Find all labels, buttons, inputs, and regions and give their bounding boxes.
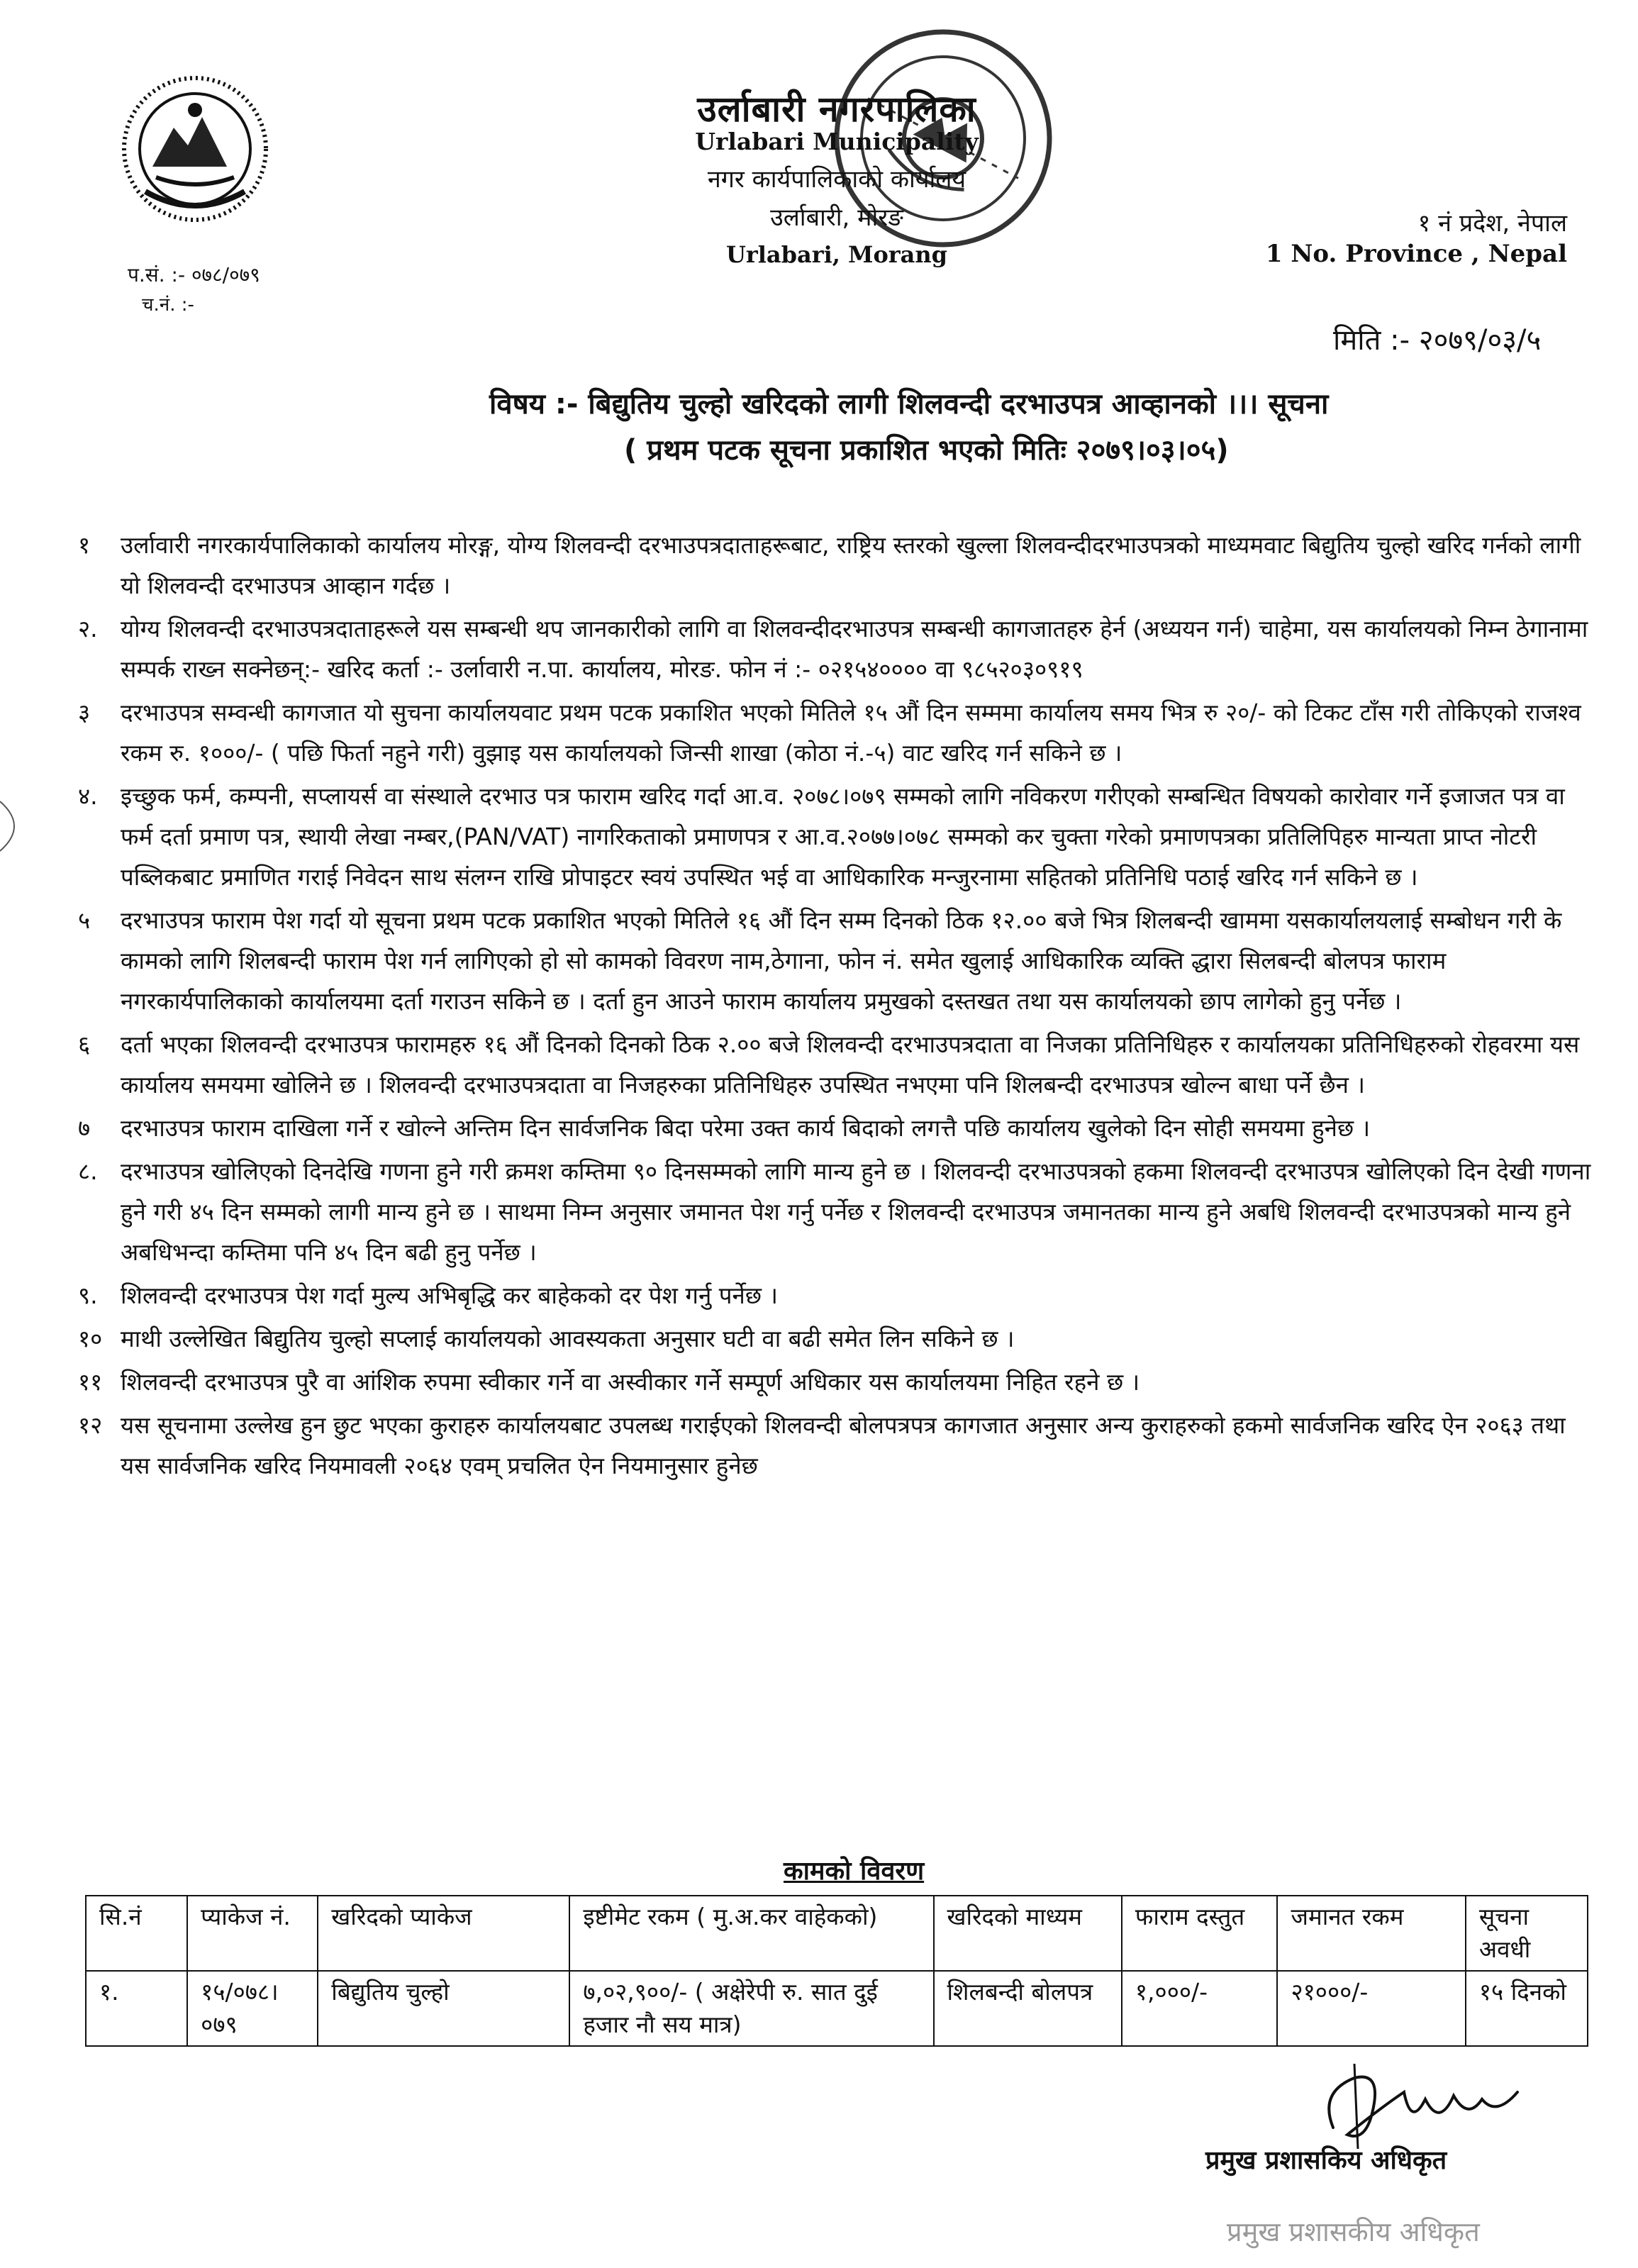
table-cell: १,०००/- <box>1122 1971 1278 2046</box>
clause-text: दरभाउपत्र सम्वन्धी कागजात यो सुचना कार्यालयवाट प्रथम पटक प्रकाशित भएको मितिले १५ औं दिन सम्ममा कार्यालय समय भित्र रु २०/- को टिकट टाँस गरी तोकिएको राजश्व रकम रु. १०००/- ( पछि फिर्ता नहुने गरी) वुझाइ यस कार्यालयको जिन्सी शाखा (कोठा नं.-५) वाट खरिद गर्न सकिने छ । <box>121 699 1581 767</box>
clause-8 <box>78 1151 1595 1272</box>
clause-number: ११ <box>78 1368 103 1396</box>
table-cell: २१०००/- <box>1277 1971 1465 2046</box>
table-header: सूचना अवधी <box>1466 1896 1588 1971</box>
table-cell: बिद्युतिय चुल्हो <box>318 1971 569 2046</box>
clause-text: उर्लावारी नगरकार्यपालिकाको कार्यालय मोरङ्ग, योग्य शिलवन्दी दरभाउपत्रदाताहरूबाट, राष्ट्रिय स्तरको खुल्ला शिलवन्दीदरभाउपत्रको माध्यमवाट बिद्युतिय चुल्हो खरिद गर्नको लागी यो शिलवन्दी दरभाउपत्र आव्हान गर्दछ । <box>121 531 1581 599</box>
clause-9 <box>78 1275 1595 1316</box>
table-header: खरिदको माध्यम <box>934 1896 1122 1971</box>
clause-12 <box>78 1405 1595 1486</box>
executive-office-nepali: नगर कार्यपालिकाको कार्यालय <box>707 165 966 194</box>
clause-text: माथी उल्लेखित बिद्युतिय चुल्हो सप्लाई कार्यालयको आवस्यकता अनुसार घटी वा बढी समेत लिन सकिने छ । <box>121 1325 1015 1352</box>
table-header: जमानत रकम <box>1277 1896 1465 1971</box>
dispatch-number: च.नं. :- <box>142 294 194 316</box>
table-header: प्याकेज नं. <box>187 1896 318 1971</box>
table-row <box>86 1971 1588 2046</box>
faint-signatory-stamp: प्रमुख प्रशासकीय अधिकृत <box>1227 2216 1480 2247</box>
punch-hole-mark <box>0 794 43 858</box>
reference-number: प.सं. :- ०७८/०७९ <box>128 263 260 287</box>
table-header: फाराम दस्तुत <box>1122 1896 1278 1971</box>
clause-number: ६ <box>78 1030 91 1058</box>
table-header: सि.नं <box>86 1896 187 1971</box>
clause-number: ५ <box>78 906 91 934</box>
clause-5 <box>78 900 1595 1021</box>
table-cell: १. <box>86 1971 187 2046</box>
subject-subline: ( प्रथम पटक सूचना प्रकाशित भएको मितिः २०७९।०३।०५) <box>624 434 1229 467</box>
office-name-nepali: उर्लाबारी नगरपालिका <box>697 89 976 130</box>
notice-body <box>78 525 1595 1489</box>
clause-number: १२ <box>78 1411 103 1439</box>
clause-number: ९. <box>78 1282 98 1309</box>
table-header-row <box>86 1896 1588 1971</box>
table-cell: १५ दिनको <box>1466 1971 1588 2046</box>
clause-text: शिलवन्दी दरभाउपत्र पेश गर्दा मुल्य अभिबृद्धि कर बाहेकको दर पेश गर्नु पर्नेछ । <box>121 1282 778 1309</box>
clause-number: ७ <box>78 1114 91 1142</box>
work-details-title: कामको विवरण <box>784 1857 925 1886</box>
clause-text: दरभाउपत्र फाराम पेश गर्दा यो सूचना प्रथम पटक प्रकाशित भएको मितिले १६ औं दिन सम्म दिनको ठिक १२.०० बजे भित्र शिलबन्दी खाममा यसकार्यालयलाई सम्बोधन गरी के कामको लागि शिलबन्दी फाराम पेश गर्न लागिएको हो सो कामको विवरण नाम,ठेगाना, फोन नं. समेत खुलाई आधिकारिक व्यक्ति द्धारा सिलबन्दी बोलपत्र फाराम नगरकार्यपालिकाको कार्यालयमा दर्ता गराउन सकिने छ । दर्ता हुन आउने फाराम कार्यालय प्रमुखको दस्तखत तथा यस कार्यालयको छाप लागेको हुनु पर्नेछ । <box>121 906 1562 1015</box>
clause-number: ३ <box>78 699 91 726</box>
province-english: 1 No. Province , Nepal <box>1265 240 1567 268</box>
clause-text: शिलवन्दी दरभाउपत्र पुरै वा आंशिक रुपमा स्वीकार गर्ने वा अस्वीकार गर्ने सम्पूर्ण अधिकार यस कार्यालयमा निहित रहने छ । <box>121 1368 1140 1396</box>
notice-date: मिति :- २०७९/०३/५ <box>1333 324 1542 357</box>
clause-number: ४. <box>78 782 98 810</box>
clause-number: १० <box>78 1325 103 1352</box>
clause-number: २. <box>78 615 98 643</box>
clause-6 <box>78 1024 1595 1105</box>
clause-3 <box>78 692 1595 773</box>
office-name-english: Urlabari Municipality <box>695 128 979 155</box>
clause-text: दरभाउपत्र खोलिएको दिनदेखि गणना हुने गरी क्रमश कम्तिमा ९० दिनसम्मको लागि मान्य हुने छ । शिलवन्दी दरभाउपत्रको हकमा शिलवन्दी दरभाउपत्र खोलिएको दिन देखी गणना हुने गरी ४५ दिन सम्मको लागी मान्य हुने छ । साथमा निम्न अनुसार जमानत पेश गर्नु पर्नेछ र शिलवन्दी दरभाउपत्र जमानतका मान्य हुने अबधि शिलवन्दी दरभाउपत्रको मान्य हुने अबधिभन्दा कम्तिमा पनि ४५ दिन बढी हुनु पर्नेछ । <box>121 1157 1591 1266</box>
clause-11 <box>78 1362 1595 1402</box>
clause-number: ८. <box>78 1157 98 1185</box>
clause-number: १ <box>78 531 91 559</box>
table-header: इष्टीमेट रकम ( मु.अ.कर वाहेकको) <box>569 1896 933 1971</box>
clause-10 <box>78 1318 1595 1359</box>
clause-text: दर्ता भएका शिलवन्दी दरभाउपत्र फारामहरु १६ औं दिनको दिनको ठिक २.०० बजे शिलवन्दी दरभाउपत्रदाता वा निजका प्रतिनिधिहरु र कार्यालयका प्रतिनिधिहरुको रोहवरमा यस कार्यालय समयमा खोलिने छ । शिलवन्दी दरभाउपत्रदाता वा निजहरुका प्रतिनिधिहरु उपस्थित नभएमा पनि शिलबन्दी दरभाउपत्र खोल्न बाधा पर्ने छैन । <box>121 1030 1580 1099</box>
clause-text: इच्छुक फर्म, कम्पनी, सप्लायर्स वा संस्थाले दरभाउ पत्र फाराम खरिद गर्दा आ.व. २०७८।०७९ सम्मको लागि नविकरण गरीएको सम्बन्धित विषयको कारोवार गर्ने इजाजत पत्र वा फर्म दर्ता प्रमाण पत्र, स्थायी लेखा नम्बर,(PAN/VAT) नागरिकताको प्रमाणपत्र र आ.व.२०७७।०७८ सम्मको कर चुक्ता गरेको प्रमाणपत्रका प्रतिलिपिहरु मान्यता प्राप्त नोटरी पब्लिकबाट प्रमाणित गराई निवेदन साथ संलग्न राखि प्रोपाइटर स्वयं उपस्थित भई वा आधिकारिक मन्जुरनामा सहितको प्रतिनिधि पठाई खरिद गर्न सकिने छ । <box>121 782 1565 891</box>
government-emblem-icon <box>113 67 277 230</box>
province-nepali: १ नं प्रदेश, नेपाल <box>1417 209 1567 238</box>
clause-text: यस सूचनामा उल्लेख हुन छुट भएका कुराहरु कार्यालयबाट उपलब्ध गराईएको शिलवन्दी बोलपत्रपत्र कागजात अनुसार अन्य कुराहरुको हकमो सार्वजनिक खरिद ऐन २०६३ तथा यस सार्वजनिक खरिद नियमावली २०६४ एवम् प्रचलित ऐन नियमानुसार हुनेछ <box>121 1411 1566 1479</box>
clause-text: दरभाउपत्र फाराम दाखिला गर्ने र खोल्ने अन्तिम दिन सार्वजनिक बिदा परेमा उक्त कार्य बिदाको लगत्तै पछि कार्यालय खुलेको दिन सोही समयमा हुनेछ । <box>121 1114 1371 1142</box>
table-cell: १५/०७८। ०७९ <box>187 1971 318 2046</box>
clause-1 <box>78 525 1595 606</box>
clause-text: योग्य शिलवन्दी दरभाउपत्रदाताहरूले यस सम्बन्धी थप जानकारीको लागि वा शिलवन्दीदरभाउपत्र सम्बन्धी कागजातहरु हेर्न (अध्ययन गर्न) चाहेमा, यस कार्यालयको निम्न ठेगानामा सम्पर्क राख्न सक्नेछन्:- खरिद कर्ता :- उर्लावारी न.पा. कार्यालय, मोरङ. फोन नं :- ०२१५४०००० वा ९८५२०३०९१९ <box>121 615 1588 683</box>
subject-line: विषय :- बिद्युतिय चुल्हो खरिदको लागी शिलवन्दी दरभाउपत्र आव्हानको ।।। सूचना <box>489 388 1329 421</box>
signatory-title: प्रमुख प्रशासकिय अधिकृत <box>1205 2146 1447 2175</box>
clause-4 <box>78 776 1595 897</box>
work-details-table <box>85 1895 1588 2047</box>
city-nepali: उर्लाबारी, मोरङ <box>770 204 903 232</box>
clause-2 <box>78 608 1595 689</box>
clause-7 <box>78 1108 1595 1148</box>
table-header: खरिदको प्याकेज <box>318 1896 569 1971</box>
table-cell: ७,०२,९००/- ( अक्षेरेपी रु. सात दुई हजार नौ सय मात्र) <box>569 1971 933 2046</box>
table-cell: शिलबन्दी बोलपत्र <box>934 1971 1122 2046</box>
city-english: Urlabari, Morang <box>725 241 948 268</box>
